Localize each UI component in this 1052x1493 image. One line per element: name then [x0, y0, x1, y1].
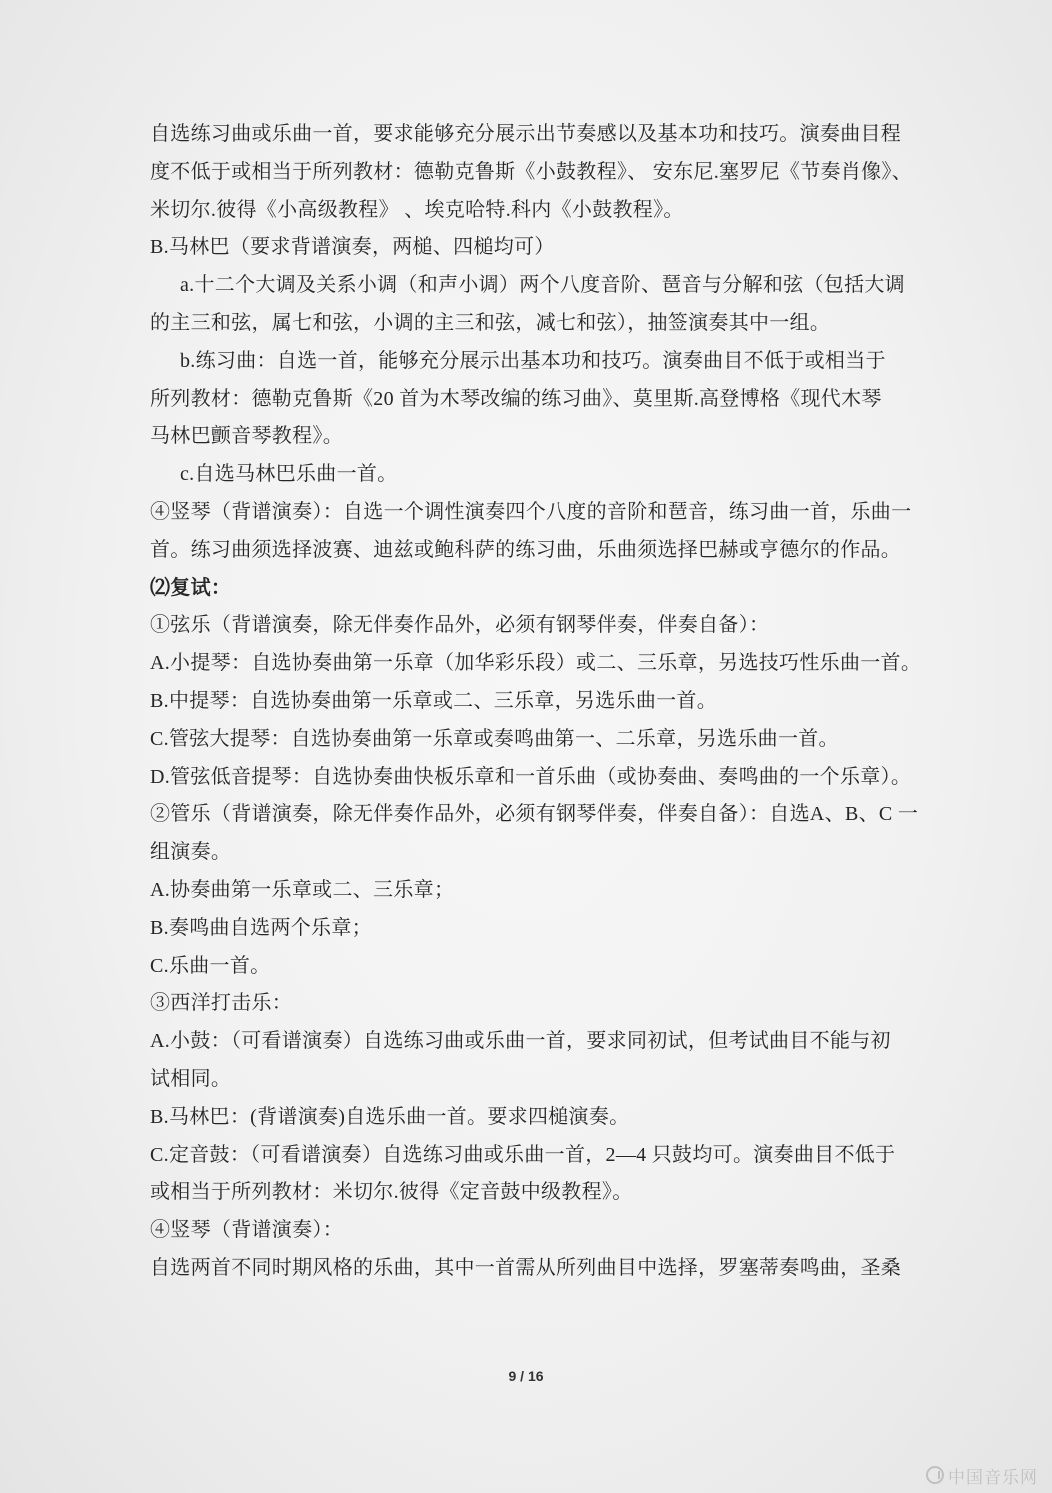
text-line: D.管弦低音提琴：自选协奏曲快板乐章和一首乐曲（或协奏曲、奏鸣曲的一个乐章）。 [150, 765, 912, 788]
text-line: 马林巴颤音琴教程》。 [150, 425, 343, 448]
text-line: 所列教材：德勒克鲁斯《20 首为木琴改编的练习曲》、莫里斯.高登博格《现代木琴 [150, 387, 882, 410]
text-line: ②管乐（背谱演奏，除无伴奏作品外，必须有钢琴伴奏，伴奏自备）：自选A、B、C 一 [150, 803, 919, 826]
watermark-text: 中国音乐网 [948, 1467, 1038, 1488]
text-line: A.小鼓：（可看谱演奏）自选练习曲或乐曲一首，要求同初试，但考试曲目不能与初 [150, 1030, 891, 1053]
text-line: B.奏鸣曲自选两个乐章； [150, 916, 372, 939]
text-line: A.协奏曲第一乐章或二、三乐章； [150, 878, 455, 901]
text-line: C.乐曲一首。 [150, 954, 271, 977]
text-line: ④竖琴（背谱演奏）： [150, 1219, 343, 1242]
text-line: 度不低于或相当于所列教材：德勒克鲁斯《小鼓教程》、 安东尼.塞罗尼《节奏肖像》、 [150, 160, 912, 183]
text-line: 自选练习曲或乐曲一首，要求能够充分展示出节奏感以及基本功和技巧。演奏曲目程 [150, 123, 902, 145]
text-line: C.管弦大提琴：自选协奏曲第一乐章或奏鸣曲第一、二乐章，另选乐曲一首。 [150, 727, 839, 750]
section-heading: ⑵复试： [150, 576, 232, 599]
text-line: ①弦乐（背谱演奏，除无伴奏作品外，必须有钢琴伴奏，伴奏自备）： [150, 614, 770, 637]
text-line: 的主三和弦，属七和弦，小调的主三和弦，减七和弦），抽签演奏其中一组。 [150, 311, 831, 334]
text-line: 组演奏。 [150, 841, 232, 864]
text-line: B.马林巴：(背谱演奏)自选乐曲一首。要求四槌演奏。 [150, 1105, 630, 1128]
text-line: C.定音鼓：（可看谱演奏）自选练习曲或乐曲一首，2—4 只鼓均可。演奏曲目不低于 [150, 1143, 896, 1166]
text-line: B.中提琴：自选协奏曲第一乐章或二、三乐章，另选乐曲一首。 [150, 689, 718, 712]
site-logo-icon [926, 1466, 944, 1484]
document-body [150, 116, 922, 1288]
text-line: 或相当于所列教材：米切尔.彼得《定音鼓中级教程》。 [150, 1181, 633, 1204]
page-number: 9 / 16 [508, 1368, 544, 1384]
watermark [926, 1463, 1038, 1487]
text-line: 试相同。 [150, 1067, 232, 1090]
text-line: a.十二个大调及关系小调（和声小调）两个八度音阶、琶音与分解和弦（包括大调 [180, 274, 905, 297]
text-line: ④竖琴（背谱演奏）：自选一个调性演奏四个八度的音阶和琶音，练习曲一首，乐曲一 [150, 500, 912, 523]
text-line: B.马林巴（要求背谱演奏，两槌、四槌均可） [150, 236, 555, 259]
text-line: A.小提琴：自选协奏曲第一乐章（加华彩乐段）或二、三乐章，另选技巧性乐曲一首。 [150, 652, 922, 675]
text-line: 米切尔.彼得《小高级教程》 、埃克哈特.科内《小鼓教程》。 [150, 198, 684, 221]
text-line: c.自选马林巴乐曲一首。 [180, 463, 398, 486]
text-line: b.练习曲：自选一首，能够充分展示出基本功和技巧。演奏曲目不低于或相当于 [180, 349, 886, 372]
text-line: ③西洋打击乐： [150, 992, 293, 1015]
text-line: 自选两首不同时期风格的乐曲，其中一首需从所列曲目中选择，罗塞蒂奏鸣曲，圣桑 [150, 1256, 902, 1279]
text-line: 首。练习曲须选择波赛、迪兹或鲍科萨的练习曲，乐曲须选择巴赫或亨德尔的作品。 [150, 538, 902, 561]
